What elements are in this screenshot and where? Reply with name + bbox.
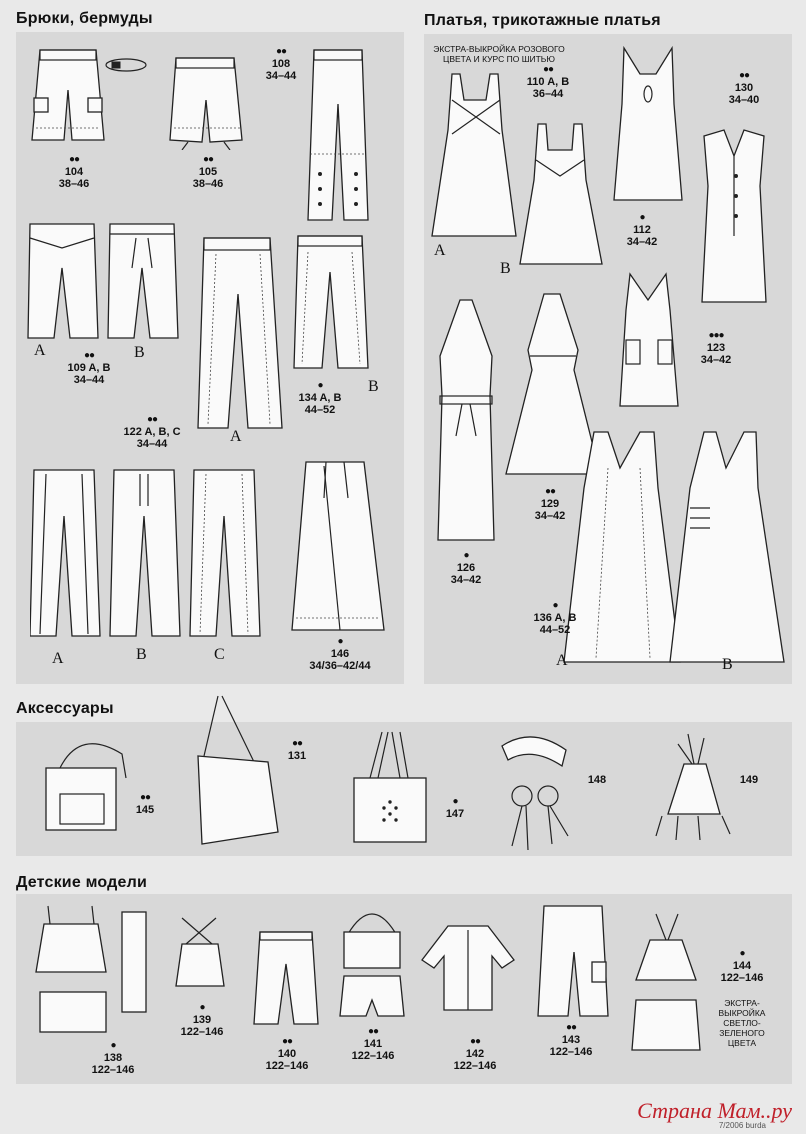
variant-letter-c: C (214, 646, 225, 663)
label-123: ●●● 123 34–42 (700, 330, 732, 366)
belt-148-sketch (492, 726, 582, 856)
variant-letter-a: A (230, 428, 242, 445)
label-108: ●● 108 34–44 (265, 46, 297, 82)
label-130: ●● 130 34–40 (728, 70, 760, 106)
dress-123-sketch (614, 270, 684, 410)
kids-139-sketch (170, 914, 230, 994)
capri-109-sketch (24, 218, 184, 358)
variant-letter-a: A (434, 242, 446, 259)
label-105: ●● 105 38–46 (192, 154, 224, 190)
issue-footer: 7/2006 burda (718, 1121, 766, 1130)
label-142: ●● 142 122–146 (453, 1036, 497, 1072)
dress-130-sketch (694, 126, 774, 306)
shorts-105-sketch (168, 50, 248, 150)
label-140: ●● 140 122–146 (265, 1036, 309, 1072)
label-131: ●● 131 (287, 738, 307, 762)
section-title-accessories: Аксессуары (16, 700, 114, 717)
label-143: ●● 143 122–146 (549, 1022, 593, 1058)
label-148: 148 (587, 774, 607, 786)
bag-131-sketch (188, 686, 288, 856)
label-129: ●● 129 34–42 (534, 486, 566, 522)
trousers-108-sketch (306, 44, 372, 224)
section-title-dresses: Платья, трикотажные платья (424, 12, 661, 29)
variant-letter-b: B (500, 260, 511, 277)
bag-145-sketch (40, 738, 136, 838)
dress-112-sketch (610, 44, 686, 204)
extra-pattern-note-pink: ЭКСТРА-ВЫКРОЙКА РОЗОВОГО ЦВЕТА И КУРС ПО ШИТЬЮ (433, 44, 565, 64)
top-149-sketch (648, 724, 738, 844)
kids-143-sketch (536, 902, 612, 1022)
label-110: ●● 110 A, B 36–44 (526, 64, 570, 100)
kids-142-sketch (418, 920, 518, 1020)
dress-126-sketch (432, 296, 502, 546)
bag-147-sketch (350, 728, 430, 848)
extra-pattern-note-green: ЭКСТРА-ВЫКРОЙКА СВЕТЛО-ЗЕЛЕНОГО ЦВЕТА (718, 998, 766, 1048)
label-146: ● 146 34/36–42/44 (309, 636, 371, 672)
variant-letter-b: B (722, 656, 733, 673)
variant-letter-b: B (136, 646, 147, 663)
dress-136-sketch (560, 428, 790, 668)
label-112: ● 112 34–42 (626, 212, 658, 248)
kids-140-sketch (252, 928, 322, 1028)
variant-letter-b: B (368, 378, 379, 395)
bermuda-104-sketch (28, 40, 148, 150)
label-104: ●● 104 38–46 (58, 154, 90, 190)
trousers-122-sketch (196, 234, 286, 434)
label-126: ● 126 34–42 (450, 550, 482, 586)
wrap-trousers-146-sketch (288, 458, 388, 638)
label-134: ● 134 A, B 44–52 (298, 380, 342, 416)
label-141: ●● 141 122–146 (351, 1026, 395, 1062)
variant-letter-a: A (52, 650, 64, 667)
label-136: ● 136 A, B 44–52 (533, 600, 577, 636)
label-139: ● 139 122–146 (180, 1002, 224, 1038)
kids-141-sketch (338, 904, 408, 1024)
label-147: ● 147 (445, 796, 465, 820)
kids-138-sketch (30, 902, 160, 1042)
variant-letter-a: A (34, 342, 46, 359)
dress-110a-sketch (430, 70, 520, 240)
trousers-122-variants-sketch (30, 466, 290, 646)
variant-letter-b: B (134, 344, 145, 361)
label-122: ●● 122 A, B, C 34–44 (123, 414, 181, 450)
label-138: ● 138 122–146 (91, 1040, 135, 1076)
trousers-134-sketch (292, 232, 372, 372)
section-title-kids: Детские модели (16, 874, 148, 891)
variant-letter-a: A (556, 652, 568, 669)
label-149: 149 (739, 774, 759, 786)
label-144: ● 144 122–146 (720, 948, 764, 984)
label-109: ●● 109 A, B 34–44 (67, 350, 111, 386)
kids-144-sketch (626, 910, 706, 1060)
section-title-trousers: Брюки, бермуды (16, 10, 153, 27)
dress-110b-sketch (516, 120, 606, 270)
watermark: Страна Мам..ру (637, 1098, 792, 1123)
label-145: ●● 145 (135, 792, 155, 816)
